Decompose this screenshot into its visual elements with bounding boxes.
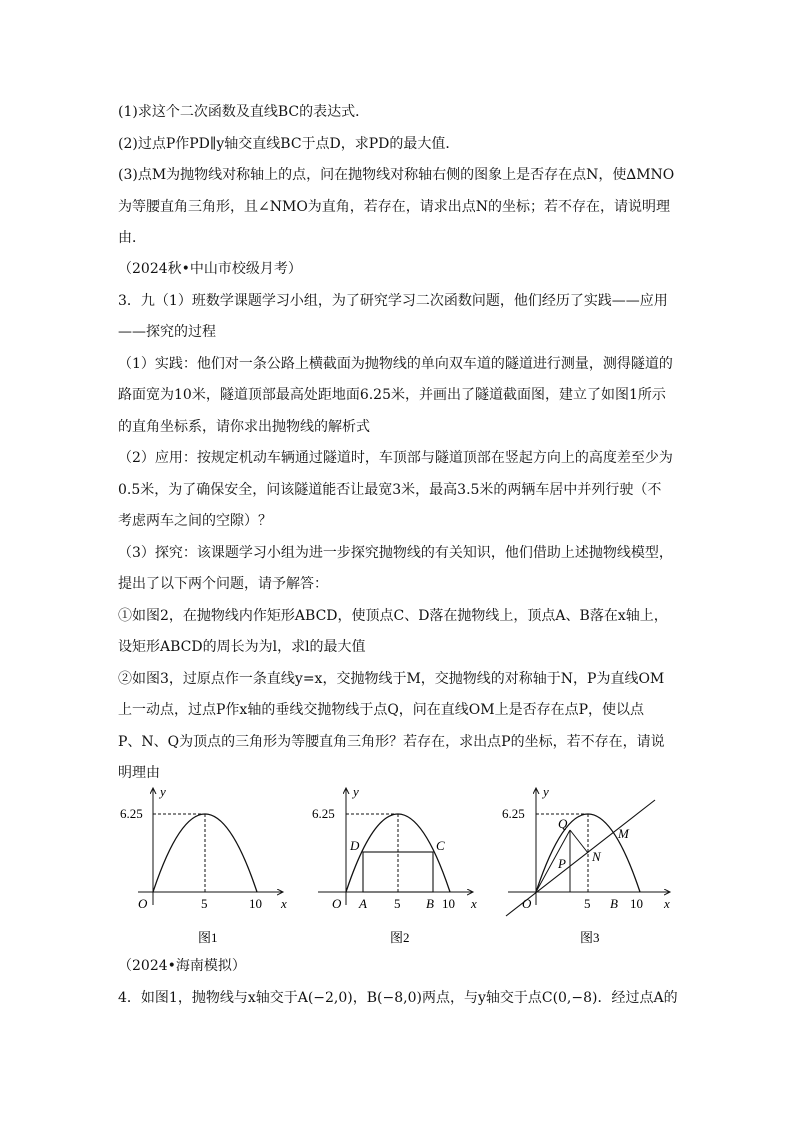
problem-line: (1)求这个二次函数及直线BC的表达式．: [118, 104, 370, 120]
x-label: x: [471, 896, 477, 911]
point-label-n: N: [592, 849, 601, 864]
problem-line: 考虑两车之间的空隙）？: [118, 513, 272, 529]
figure-caption: 图3: [580, 930, 600, 945]
problem-line: 上一动点，过点P作x轴的垂线交抛物线于点Q，问在直线OM上是否存在点P，使以点: [118, 702, 645, 718]
figure-2: [308, 780, 488, 950]
problem-line: 0.5米，为了确保安全，问该隧道能否让最宽3米，最高3.5米的两辆车居中并列行驶（不: [118, 482, 662, 498]
problem-line: 4．如图1，抛物线与x轴交于A(−2,0)，B(−8,0)两点，与y轴交于点C(0,−8)．经过点A的: [118, 990, 678, 1006]
tick-label-10: 10: [442, 896, 455, 911]
tick-label-10: 10: [630, 896, 643, 911]
problem-line: P、N、Q为顶点的三角形为等腰直角三角形？若存在，求出点P的坐标，若不存在，请说: [118, 734, 665, 750]
point-label-q: Q: [558, 816, 568, 831]
tick-label-6-25: 6.25: [502, 806, 525, 821]
point-label-b: B: [610, 896, 618, 911]
problem-line: 的直角坐标系，请你求出抛物线的解析式: [118, 419, 370, 435]
tick-label-6-25: 6.25: [312, 806, 335, 821]
problem-line: 为等腰直角三角形，且∠NMO为直角，若存在，请求出点N的坐标；若不存在，请说明理: [118, 199, 671, 215]
problem-line: 设矩形ABCD的周长为为l，求l的最大值: [118, 639, 366, 655]
figure-caption: 图2: [390, 930, 410, 945]
point-label-d: D: [350, 838, 360, 853]
point-label-b: B: [426, 896, 434, 911]
y-label: y: [353, 784, 359, 799]
tick-label-10: 10: [249, 896, 262, 911]
x-label: x: [664, 896, 670, 911]
origin-label: O: [138, 896, 148, 911]
point-label-p: P: [558, 856, 566, 871]
problem-line: （3）探究：该课题学习小组为进一步探究抛物线的有关知识，他们借助上述抛物线模型，: [118, 545, 673, 561]
figures-row: [118, 780, 678, 950]
tick-label-5: 5: [394, 896, 401, 911]
figure-caption: 图1: [198, 930, 218, 945]
segment-qn: [570, 830, 588, 853]
point-label-m: M: [618, 826, 629, 841]
problem-line: 明理由: [118, 765, 160, 781]
problem-line: ——探究的过程: [118, 324, 216, 340]
problem-line: ①如图2，在抛物线内作矩形ABCD，使顶点C、D落在抛物线上，顶点A、B落在x轴上，: [118, 608, 668, 624]
problem-line: 提出了以下两个问题，请予解答：: [118, 576, 328, 592]
figure-1: [118, 780, 298, 950]
source-note: （2024•海南模拟）: [118, 958, 246, 974]
point-label-a: A: [359, 896, 367, 911]
problem-line: 由．: [118, 230, 146, 246]
problem-line: 3．九（1）班数学课题学习小组，为了研究学习二次函数问题，他们经历了实践——应用: [118, 293, 668, 309]
problem-line: ②如图3，过原点作一条直线y=x，交抛物线于M，交抛物线的对称轴于N，P为直线OM: [118, 671, 665, 687]
point-label-c: C: [436, 838, 445, 853]
tick-label-5: 5: [584, 896, 591, 911]
figure-3: [500, 780, 678, 950]
source-note: （2024秋•中山市校级月考）: [118, 261, 302, 277]
origin-label: O: [332, 896, 342, 911]
origin-label: O: [522, 896, 532, 911]
tick-label-6-25: 6.25: [120, 806, 143, 821]
x-label: x: [281, 896, 287, 911]
tick-label-5: 5: [201, 896, 208, 911]
y-label: y: [160, 784, 166, 799]
y-label: y: [543, 784, 549, 799]
problem-line: （1）实践：他们对一条公路上横截面为抛物线的单向双车道的隧道进行测量，测得隧道的: [118, 356, 673, 372]
problem-line: 路面宽为10米，隧道顶部最高处距地面6.25米，并画出了隧道截面图，建立了如图1所示: [118, 387, 666, 403]
problem-line: (3)点M为抛物线对称轴上的点，问在抛物线对称轴右侧的图象上是否存在点N，使∆MNO: [118, 167, 675, 183]
problem-line: (2)过点P作PD∥y轴交直线BC于点D，求PD的最大值．: [118, 136, 460, 152]
problem-line: （2）应用：按规定机动车辆通过隧道时，车顶部与隧道顶部在竖起方向上的高度差至少为: [118, 450, 673, 466]
